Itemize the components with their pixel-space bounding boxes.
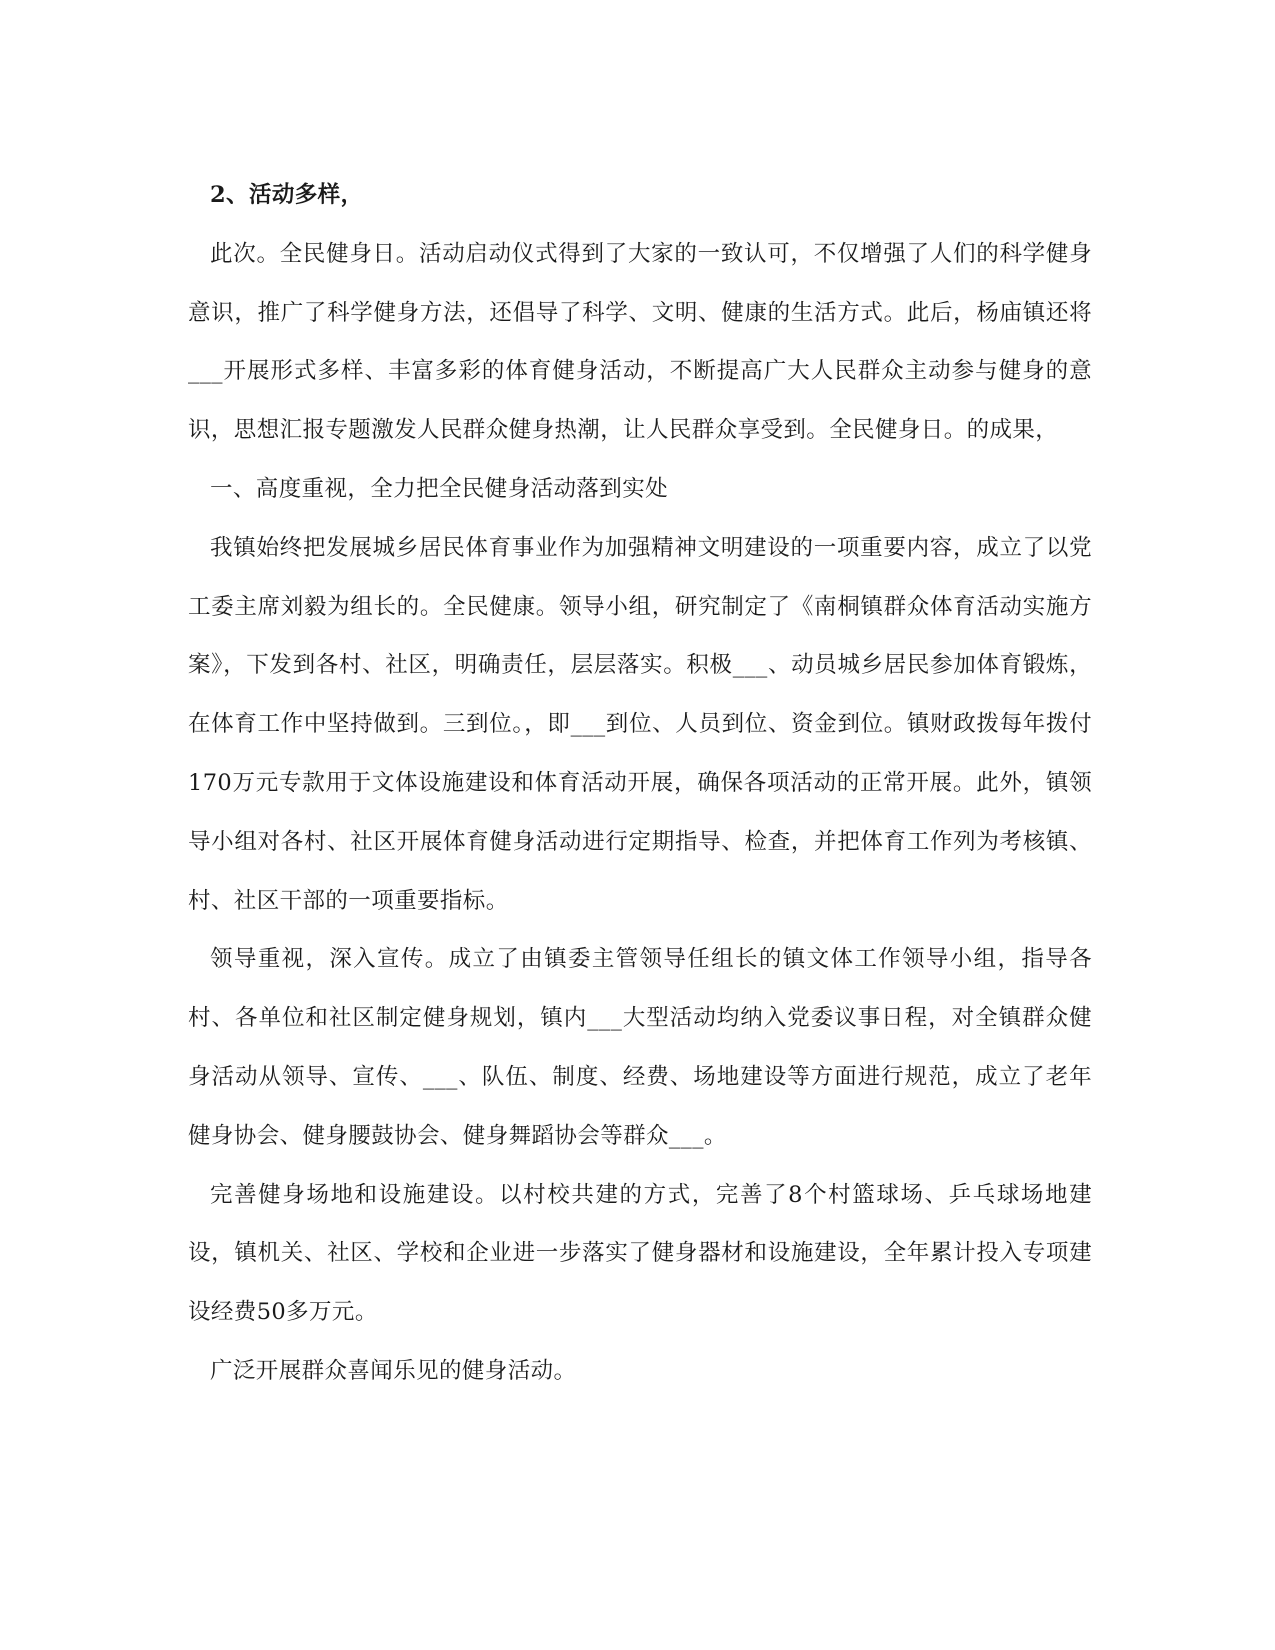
section-heading-importance: 一、高度重视，全力把全民健身活动落到实处: [210, 475, 669, 502]
section-heading-activities: 2、活动多样，: [210, 182, 364, 208]
document-page: [188, 166, 1092, 1401]
paragraph-intro: 此次。全民健身日。活动启动仪式得到了大家的一致认可，不仅增强了人们的科学健身意识，推广了科学健身方法，还倡导了科学、文明、健康的生活方式。此后，杨庙镇还将___开展形式多样、丰富多彩的体育健身活动，不断提高广大人民群众主动参与健身的意识，思想汇报专题激发人民群众健身热潮，让人民群众享受到。全民健身日。的成果，: [188, 240, 1092, 444]
paragraph-activities: 广泛开展群众喜闻乐见的健身活动。: [210, 1357, 577, 1384]
paragraph-publicity: 领导重视，深入宣传。成立了由镇委主管领导任组长的镇文体工作领导小组，指导各村、各单位和社区制定健身规划，镇内___大型活动均纳入党委议事日程，对全镇群众健身活动从领导、宣传、___、队伍、制度、经费、场地建设等方面进行规范，成立了老年健身协会、健身腰鼓协会、健身舞蹈协会等群众___。: [188, 946, 1092, 1149]
paragraph-facilities: 完善健身场地和设施建设。以村校共建的方式，完善了8个村篮球场、乒乓球场地建设，镇机关、社区、学校和企业进一步落实了健身器材和设施建设，全年累计投入专项建设经费50多万元。: [188, 1181, 1092, 1326]
paragraph-leadership: 我镇始终把发展城乡居民体育事业作为加强精神文明建设的一项重要内容，成立了以党工委主席刘毅为组长的。全民健康。领导小组，研究制定了《南桐镇群众体育活动实施方案》，下发到各村、社区，明确责任，层层落实。积极___、动员城乡居民参加体育锻炼，在体育工作中坚持做到。三到位。，即___到位、人员到位、资金到位。镇财政拨每年拨付170万元专款用于文体设施建设和体育活动开展，确保各项活动的正常开展。此外，镇领导小组对各村、社区开展体育健身活动进行定期指导、检查，并把体育工作列为考核镇、村、社区干部的一项重要指标。: [188, 534, 1092, 914]
